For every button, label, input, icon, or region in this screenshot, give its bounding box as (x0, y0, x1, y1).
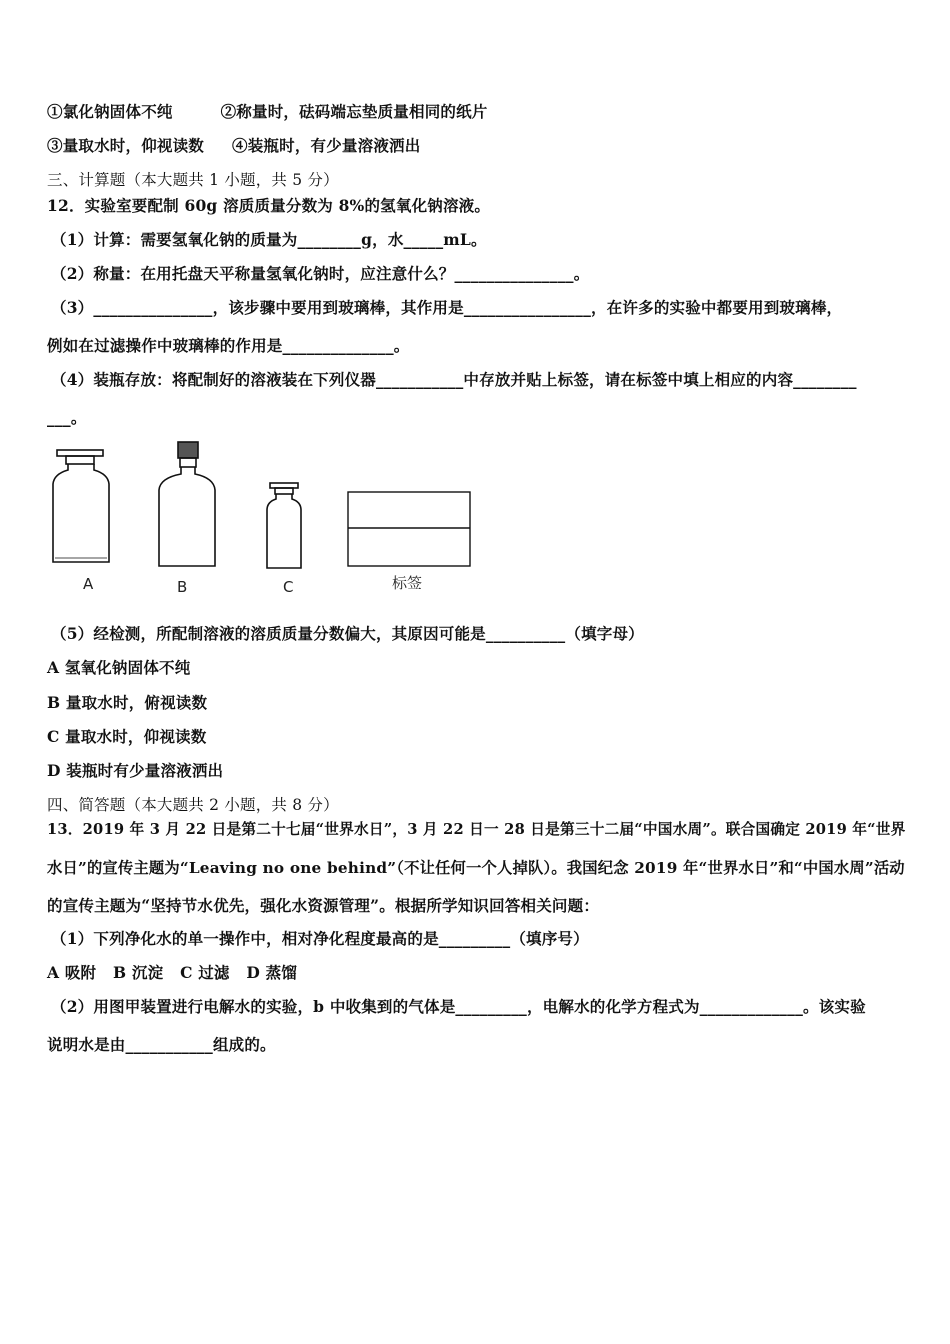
question-13-part-1-options: A 吸附 B 沉淀 C 过滤 D 蒸馏 (47, 963, 298, 982)
figure-label-b: B (177, 578, 188, 596)
question-12-part-4b: ___。 (47, 408, 87, 427)
figure-label-tag: 标签 (392, 574, 423, 592)
question-12-part-1: （1）计算：需要氢氧化钠的质量为________g，水_____mL。 (51, 230, 487, 249)
option-3: ③量取水时，仰视读数 (47, 136, 205, 155)
section-4-heading: 四、简答题（本大题共 2 小题，共 8 分） (47, 796, 339, 814)
option-d: D 装瓶时有少量溶液洒出 (47, 761, 224, 780)
option-a: A 氢氧化钠固体不纯 (47, 658, 191, 677)
apparatus-figure (40, 438, 490, 608)
question-12-part-4a: （4）装瓶存放：将配制好的溶液装在下列仪器___________中存放并贴上标签，请在标签中填上相应的内容________ (51, 370, 857, 389)
option-b: B 量取水时，俯视读数 (47, 693, 208, 712)
option-1: ①氯化钠固体不纯 (47, 102, 173, 121)
figure-label-a: A (83, 575, 94, 593)
figure-label-c: C (283, 578, 294, 596)
option-line-1 (47, 102, 488, 122)
apparatus-drawing (40, 438, 490, 608)
question-13-part-2a: （2）用图甲装置进行电解水的实验，b 中收集到的气体是_________，电解水的化学方程式为_____________。该实验 (51, 997, 866, 1016)
bottle-b (159, 442, 215, 566)
question-13-line-1: 13．2019 年 3 月 22 日是第二十七届“世界水日”，3 月 22 日一 28 日是第三十二届“中国水周”。联合国确定 2019 年“世界 (47, 821, 906, 838)
question-12-part-3a: （3）_______________，该步骤中要用到玻璃棒，其作用是________________，在许多的实验中都要用到玻璃棒， (51, 298, 843, 317)
question-13-line-3: 的宣传主题为“坚持节水优先，强化水资源管理”。根据所学知识回答相关问题： (47, 896, 600, 915)
question-13-line-2: 水日”的宣传主题为“Leaving no one behind”（不让任何一个人掉队）。我国纪念 2019 年“世界水日”和“中国水周”活动 (47, 859, 905, 877)
question-12-part-3b: 例如在过滤操作中玻璃棒的作用是______________。 (47, 336, 410, 355)
question-13-part-2b: 说明水是由___________组成的。 (47, 1035, 276, 1054)
question-12-stem: 12．实验室要配制 60g 溶质质量分数为 8%的氢氧化钠溶液。 (47, 196, 491, 215)
option-2: ②称量时，砝码端忘垫质量相同的纸片 (220, 102, 488, 121)
question-13-part-1: （1）下列净化水的单一操作中，相对净化程度最高的是_________（填序号） (51, 929, 589, 948)
question-12-part-2: （2）称量：在用托盘天平称量氢氧化钠时，应注意什么？_______________。 (51, 264, 590, 283)
option-4: ④装瓶时，有少量溶液洒出 (232, 136, 421, 155)
option-line-2 (47, 136, 420, 156)
question-12-part-5: （5）经检测，所配制溶液的溶质质量分数偏大，其原因可能是__________（填字母） (51, 624, 644, 643)
bottle-a (53, 450, 109, 562)
option-c: C 量取水时，仰视读数 (47, 727, 207, 746)
bottle-c (267, 483, 301, 568)
section-3-heading: 三、计算题（本大题共 1 小题，共 5 分） (47, 171, 339, 189)
label-box (348, 492, 470, 566)
